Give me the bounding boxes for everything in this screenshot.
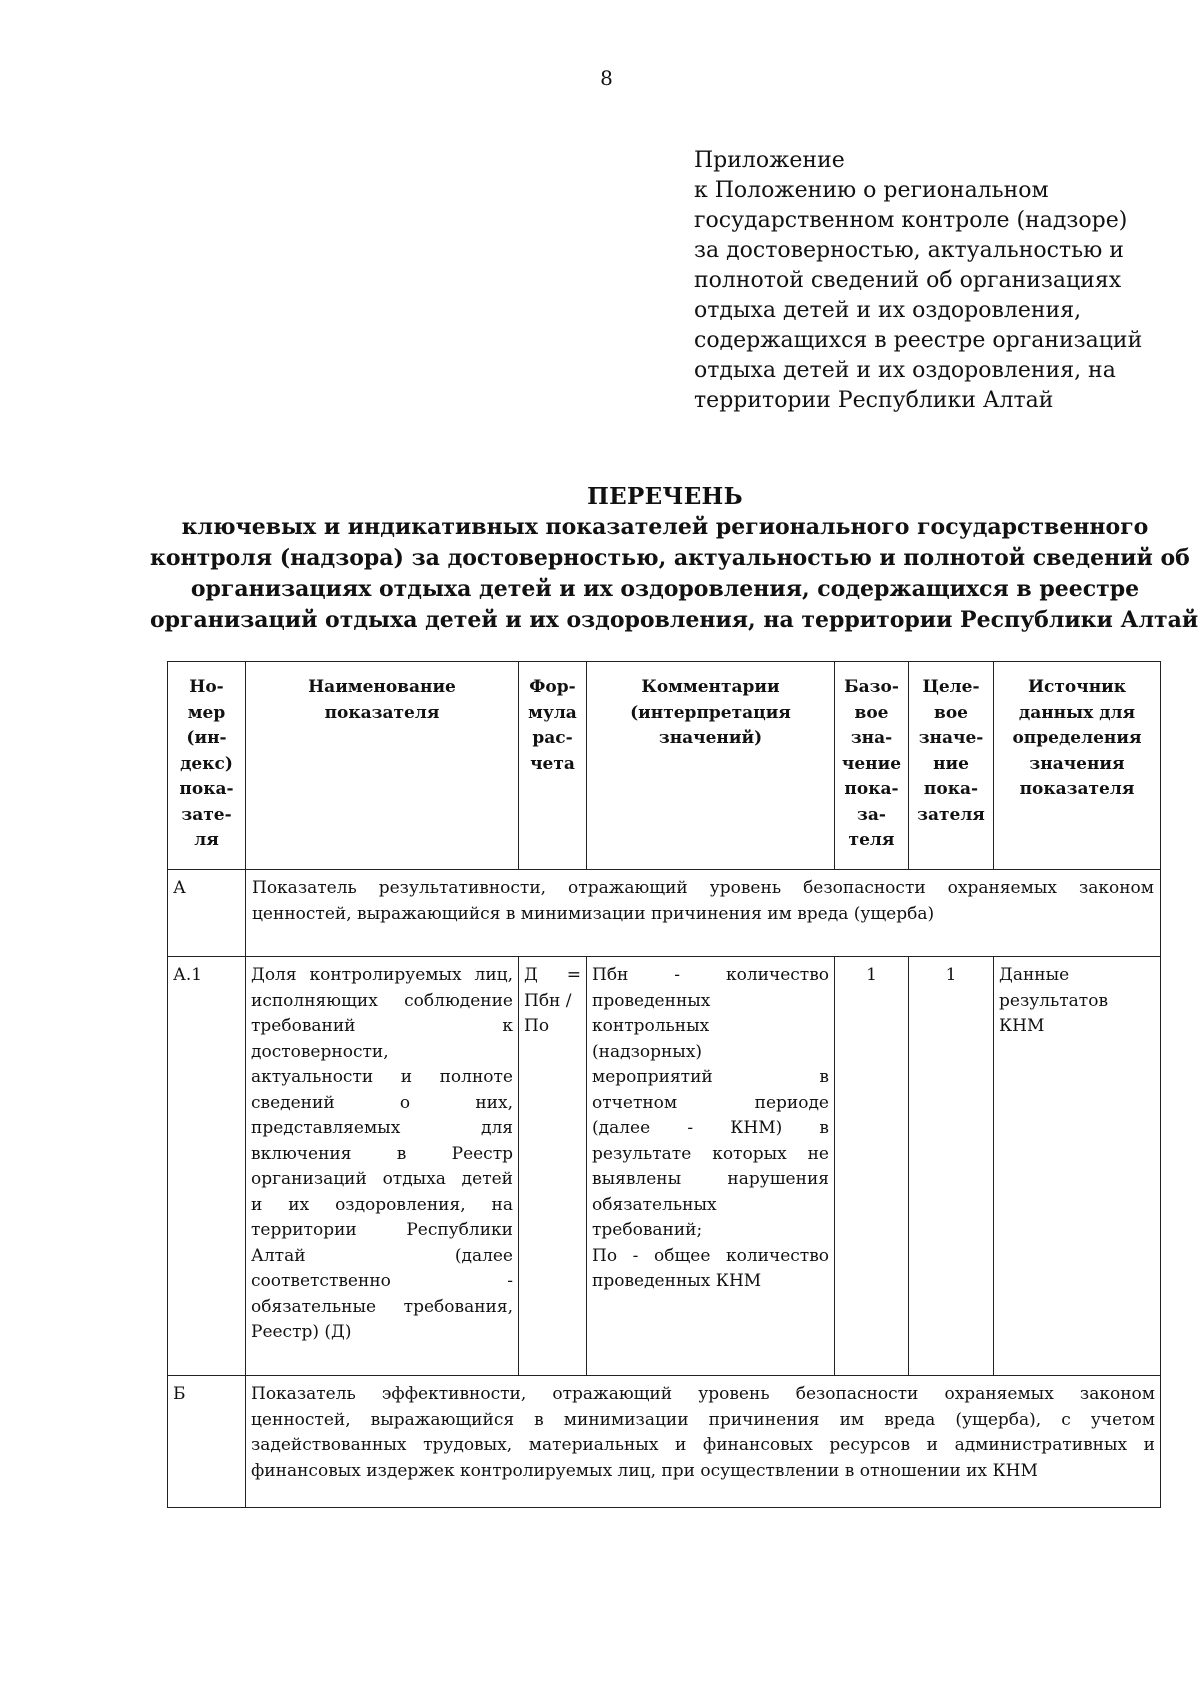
row-a1-base-value: 1 bbox=[835, 957, 909, 1376]
appendix-line: отдыха детей и их оздоровления, bbox=[694, 298, 1082, 323]
row-a1-comment: Пбн - количество проведенных контрольных (надзорных) мероприятий в отчетном периоде (далее - КНМ) в результате которых не выявлены нарушения обязательных требований; По - общее количество проведенных КНМ bbox=[587, 957, 835, 1376]
appendix-line: содержащихся в реестре организаций bbox=[694, 328, 1143, 353]
row-a1-source: Данные результатов КНМ bbox=[994, 957, 1161, 1376]
document-subtitle bbox=[150, 512, 1199, 636]
appendix-line: отдыха детей и их оздоровления, на bbox=[694, 358, 1116, 383]
row-a1-name: Доля контролируемых лиц, исполняющих соблюдение требований к достоверности, актуальности и полноте сведений о них, представляемых для включения в Реестр организаций отдыха детей и их оздоровления, на территории Республики Алтай (далее соответственно - обязательные требования, Реестр) (Д) bbox=[246, 957, 519, 1376]
appendix-line: за достоверностью, актуальностью и bbox=[694, 238, 1124, 263]
header-comments: Комментарии (интерпретация значений) bbox=[587, 662, 835, 870]
subtitle-line: контроля (надзора) за достоверностью, актуальностью и полнотой сведений об bbox=[150, 545, 1190, 571]
header-name: Наименование показателя bbox=[246, 662, 519, 870]
subtitle-line: ключевых и индикативных показателей регионального государственного bbox=[181, 514, 1149, 540]
appendix-line: Приложение bbox=[694, 148, 845, 173]
document-title: ПЕРЕЧЕНЬ bbox=[587, 483, 743, 510]
appendix-note bbox=[694, 146, 1174, 416]
header-target-value: Целе- вое значе- ние пока- зателя bbox=[909, 662, 994, 870]
subtitle-line: организаций отдыха детей и их оздоровления, на территории Республики Алтай bbox=[150, 607, 1199, 633]
table-header-row bbox=[168, 662, 1161, 870]
header-base-value: Базо- вое зна- чение пока- за- теля bbox=[835, 662, 909, 870]
appendix-line: государственном контроле (надзоре) bbox=[694, 208, 1128, 233]
header-source: Источник данных для определения значения показателя bbox=[994, 662, 1161, 870]
section-a-row bbox=[168, 870, 1161, 957]
section-a-text: Показатель результативности, отражающий уровень безопасности охраняемых законом ценностей, выражающийся в минимизации причинения им вреда (ущерба) bbox=[246, 870, 1161, 957]
table-row bbox=[168, 957, 1161, 1376]
section-b-text: Показатель эффективности, отражающий уровень безопасности охраняемых законом ценностей, выражающийся в минимизации причинения им вреда (ущерба), с учетом задействованных трудовых, материальных и финансовых ресурсов и административных и финансовых издержек контролируемых лиц, при осуществлении в отношении их КНМ bbox=[246, 1376, 1161, 1508]
row-a1-index: А.1 bbox=[168, 957, 246, 1376]
page-number: 8 bbox=[600, 66, 613, 90]
header-formula: Фор- мула рас- чета bbox=[519, 662, 587, 870]
section-b-row bbox=[168, 1376, 1161, 1508]
subtitle-line: организациях отдыха детей и их оздоровления, содержащихся в реестре bbox=[190, 576, 1140, 602]
indicators-table bbox=[167, 661, 1161, 1508]
section-b-index: Б bbox=[168, 1376, 246, 1508]
section-a-index: А bbox=[168, 870, 246, 957]
appendix-line: территории Республики Алтай bbox=[694, 388, 1054, 413]
appendix-line: полнотой сведений об организациях bbox=[694, 268, 1122, 293]
header-index: Но- мер (ин- декс) пока- зате- ля bbox=[168, 662, 246, 870]
appendix-line: к Положению о региональном bbox=[694, 178, 1049, 203]
row-a1-target-value: 1 bbox=[909, 957, 994, 1376]
row-a1-formula: Д = Пбн / По bbox=[519, 957, 587, 1376]
